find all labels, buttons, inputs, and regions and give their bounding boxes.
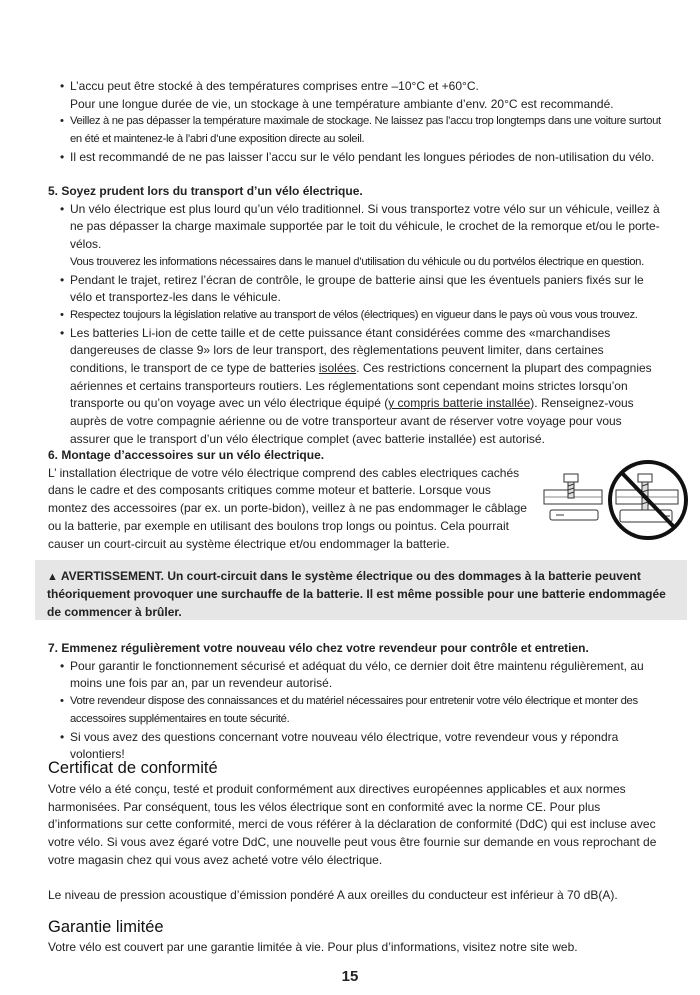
section-5-bullet-1-note: Vous trouverez les informations nécessaires dans le manuel d’utilisation du véhicule ou du portvélos électrique en question.	[70, 255, 644, 268]
list-item	[48, 658, 662, 693]
list-item	[48, 149, 662, 167]
section-5-bullet-4b: . Ces restrictions concernent la plupart des compagnies aériennes et certains transporteurs routiers. Les réglementations sont cependant moins strictes lorsqu’on transporte ou qu’on voyage avec un vélo électrique équipé (	[70, 361, 652, 411]
section-7-bullet-2: Votre revendeur dispose des connaissances et du matériel nécessaires pour entretenir votre vélo électrique et monter des accessoires supplémentaires en toute sécurité.	[70, 695, 638, 725]
section-5-list	[48, 201, 662, 449]
section-7	[48, 640, 662, 764]
list-item	[48, 201, 662, 272]
section-5-bullet-4a: Les batteries Li-ion de cette taille et de cette puissance étant considérées comme des «marchandises dangereuses de classe 9» lors de leur transport, des règlementations peuvent limiter, dans certaines conditions, le transport de ce type de batteries	[70, 325, 611, 376]
warning-box	[35, 560, 687, 620]
section-7-list	[48, 658, 662, 764]
short-bolt-icon	[544, 474, 602, 520]
section-5-title: 5. Soyez prudent lors du transport d’un vélo électrique.	[48, 184, 363, 198]
list-item	[48, 693, 662, 728]
section-6	[48, 447, 528, 553]
section-5-bullet-4c: ). Renseignez-vous auprès de votre compagnie aérienne ou de votre transporteur avant de réserver votre voyage pour vous assurer que le transport d’un vélo électrique complet (avec batterie installée) est autorisé.	[70, 396, 634, 446]
page-number: 15	[341, 968, 359, 985]
conformity-paragraph: Votre vélo a été conçu, testé et produit conformément aux directives européennes applicables et aux normes harmonisées. Par conséquent, tous les vélos électrique sont en conformité avec la norme CE. Pour plus d’informations sur cette conformité, merci de vous référer à la déclaration de conformité (DdC) qui est incluse avec votre vélo. Si vous avez égaré votre DdC, une nouvelle peut vous être fournie sur demande en vous reprochant de votre magasin chez qui vous avez acheté votre vélo électrique.	[48, 782, 657, 867]
storage-bullet-list	[48, 78, 662, 167]
list-item	[48, 78, 662, 113]
section-5-bullet-1: Un vélo électrique est plus lourd qu’un vélo traditionnel. Si vous transportez votre vélo sur un véhicule, veillez à ne pas dépasser la charge maximale supportée par le toit du véhicule, le crochet de la remorque et/ou le porte-vélos.	[70, 201, 660, 252]
list-item	[48, 307, 662, 325]
section-5	[48, 183, 662, 449]
section-6-text: L’ installation électrique de votre vélo électrique comprend des cables electriques cachés dans le cadre et des composants critiques comme moteur et batterie. Lorsque vous montez des accessoires (par ex. un porte-bidon), veillez à ne pas endommager le câblage ou la batterie, par exemple en utilisant des boulons trop longs ou pointus. Cela pourrait causer un court-circuit au système électrique et/ou endommager la batterie.	[48, 465, 527, 551]
section-6-title: 6. Montage d’accessoires sur un vélo électrique.	[48, 448, 325, 462]
storage-bullet-1: L’accu peut être stocké à des températures comprises entre –10°C et +60°C.	[70, 79, 479, 93]
underlined-isolees: isolées	[318, 361, 357, 376]
acoustic-paragraph: Le niveau de pression acoustique d’émission pondéré A aux oreilles du conducteur est inférieur à 70 dB(A).	[48, 888, 618, 902]
underlined-y-compris: y compris batterie installée	[388, 396, 531, 411]
warning-triangle-icon: ▲	[47, 571, 58, 583]
section-5-bullet-2: Pendant le trajet, retirez l’écran de contrôle, le groupe de batterie ainsi que les éventuels paniers fixés sur le vélo et transportez-les dans le véhicule.	[70, 272, 644, 305]
list-item	[48, 272, 662, 307]
bolt-warning-illustration	[540, 456, 688, 546]
conformity-heading: Certificat de conformité	[48, 759, 218, 777]
section-7-bullet-3: Si vous avez des questions concernant votre nouveau vélo électrique, votre revendeur vous y répondra volontiers!	[70, 729, 619, 762]
warranty-text: Votre vélo est couvert par une garantie limitée à vie. Pour plus d’informations, visitez notre site web.	[48, 940, 578, 954]
list-item	[48, 113, 662, 148]
section-7-bullet-1: Pour garantir le fonctionnement sécurisé et adéquat du vélo, ce dernier doit être maintenu régulièrement, au moins une fois par an, par un revendeur autorisé.	[70, 658, 644, 691]
warning-text: AVERTISSEMENT. Un court-circuit dans le système électrique ou des dommages à la batterie peuvent théoriquement provoquer une surchauffe de la batterie. Il est même possible pour une batterie endommagée de commencer à brûler.	[47, 569, 666, 619]
storage-section	[48, 78, 662, 167]
list-item	[48, 325, 662, 449]
section-7-title: 7. Emmenez régulièrement votre nouveau vélo chez votre revendeur pour contrôle et entretien.	[48, 641, 589, 655]
warranty-heading: Garantie limitée	[48, 918, 164, 936]
storage-bullet-2: Veillez à ne pas dépasser la température maximale de stockage. Ne laissez pas l’accu trop longtemps dans une voiture surtout en été et maintenez-le à l’abri d’une exposition directe au soleil.	[70, 115, 661, 146]
section-5-bullet-3: Respectez toujours la législation relative au transport de vélos (électriques) en vigueur dans le pays où vous vous trouvez.	[70, 308, 638, 321]
storage-bullet-3: Il est recommandé de ne pas laisser l’accu sur le vélo pendant les longues périodes de non-utilisation du vélo.	[70, 149, 655, 164]
storage-bullet-1-cont: Pour une longue durée de vie, un stockage à une température ambiante d’env. 20°C est recommandé.	[70, 96, 614, 111]
